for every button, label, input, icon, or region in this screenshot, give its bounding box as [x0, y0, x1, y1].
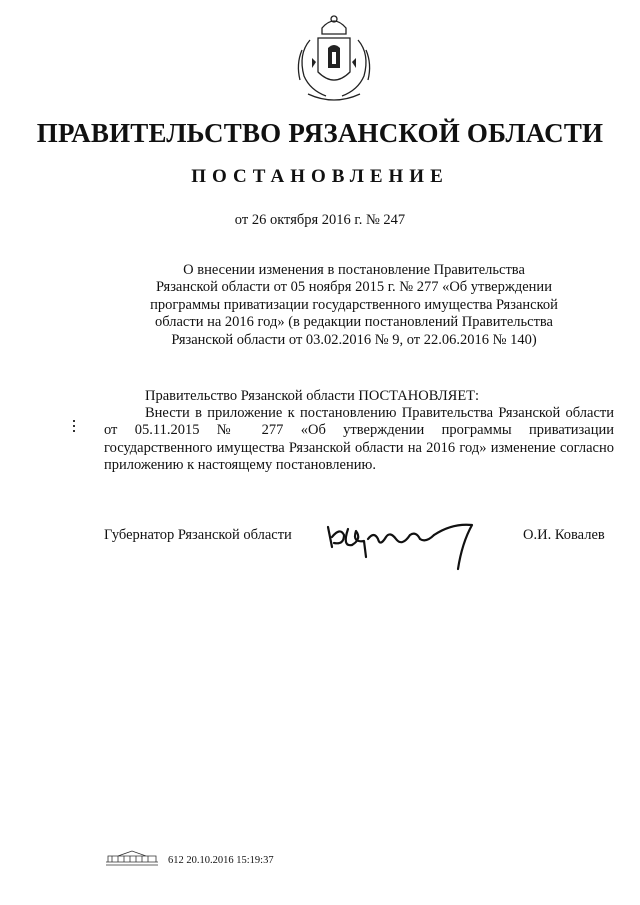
- subject-line: области на 2016 год» (в редакции постановлений Правительства: [154, 314, 553, 331]
- footer-registration-code: 612 20.10.2016 15:19:37: [168, 855, 274, 866]
- signer-title: Губернатор Рязанской области: [104, 527, 292, 543]
- document-date-number: от 26 октября 2016 г. № 247: [234, 212, 406, 228]
- subject-line: Рязанской области от 03.02.2016 № 9, от 22.06.2016 № 140): [171, 331, 537, 348]
- government-title: ПРАВИТЕЛЬСТВО РЯЗАНСКОЙ ОБЛАСТИ: [36, 118, 604, 148]
- handwritten-signature: [322, 513, 482, 575]
- subject-line: О внесении изменения в постановление Правительства: [183, 262, 525, 278]
- margin-mark: [72, 420, 76, 434]
- subject-line: программы приватизации государственного имущества Рязанской: [150, 296, 558, 313]
- building-logo-icon: [104, 848, 160, 868]
- preamble: Правительство Рязанской области ПОСТАНОВЛЯЕТ:: [145, 388, 480, 404]
- document-subject: [126, 262, 582, 349]
- subject-line: Рязанской области от 05 ноября 2015 г. № 277 «Об утверждении: [156, 279, 552, 296]
- resolution-paragraph: Внести в приложение к постановлению Правительства Рязанской области от 05.11.2015 № 277 «Об утверждении программы приватизации государственного имущества Рязанской области на 2016 год» изменение согласно приложению к настоящему постановлению.: [104, 405, 614, 474]
- document-type: ПОСТАНОВЛЕНИЕ: [191, 166, 449, 187]
- coat-of-arms-icon: [288, 10, 380, 110]
- signer-name: О.И. Ковалев: [523, 527, 605, 543]
